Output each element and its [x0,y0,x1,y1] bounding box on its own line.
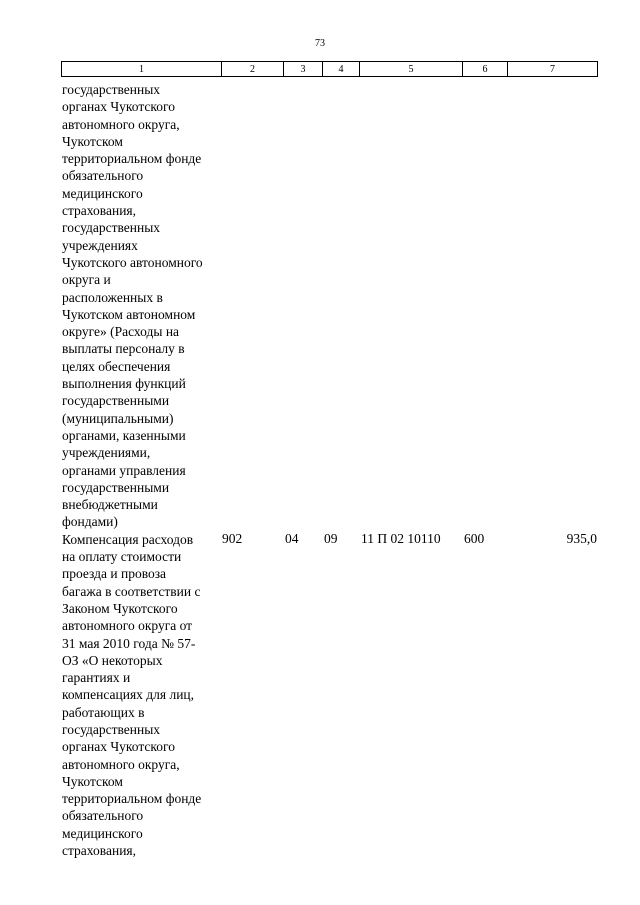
description-text: государственных органах Чукотского автономного округа, Чукотском территориальном фонде обязательного медицинского страхования, государственных учреждениях Чукотского автономного округа и расположенных в Чукотском автономном округе» (Расходы на выплаты персоналу в целях обеспечения выполнения функций государственными (муниципальными) органами, казенными учреждениями, органами управления государственными внебюджетными фондами) Компенсация расходов на оплату стоимости проезда и провоза багажа в соответствии с Законом Чукотского автономного округа от 31 мая 2010 года № 57- ОЗ «О некоторых гарантиях и компенсациях для лиц, работающих в государственных органах Чукотского автономного округа, Чукотском территориальном фонде обязательного медицинского страхования, [62,82,203,859]
column-header-7: 7 [508,62,598,77]
column-header-1: 1 [62,62,222,77]
target-article-code: 11 П 02 10110 [361,531,441,546]
column-header-6: 6 [463,62,508,77]
amount-value: 935,0 [566,531,597,546]
subsection-code: 09 [324,531,338,546]
column-header-table [61,61,598,77]
column-header-3: 3 [284,62,323,77]
expense-type-code: 600 [464,531,485,546]
column-header-row [62,62,598,77]
column-header-2: 2 [222,62,284,77]
page-number: 73 [315,38,325,49]
column-header-5: 5 [360,62,463,77]
section-code: 04 [285,531,299,546]
column-header-4: 4 [323,62,360,77]
ministry-code: 902 [222,531,243,546]
